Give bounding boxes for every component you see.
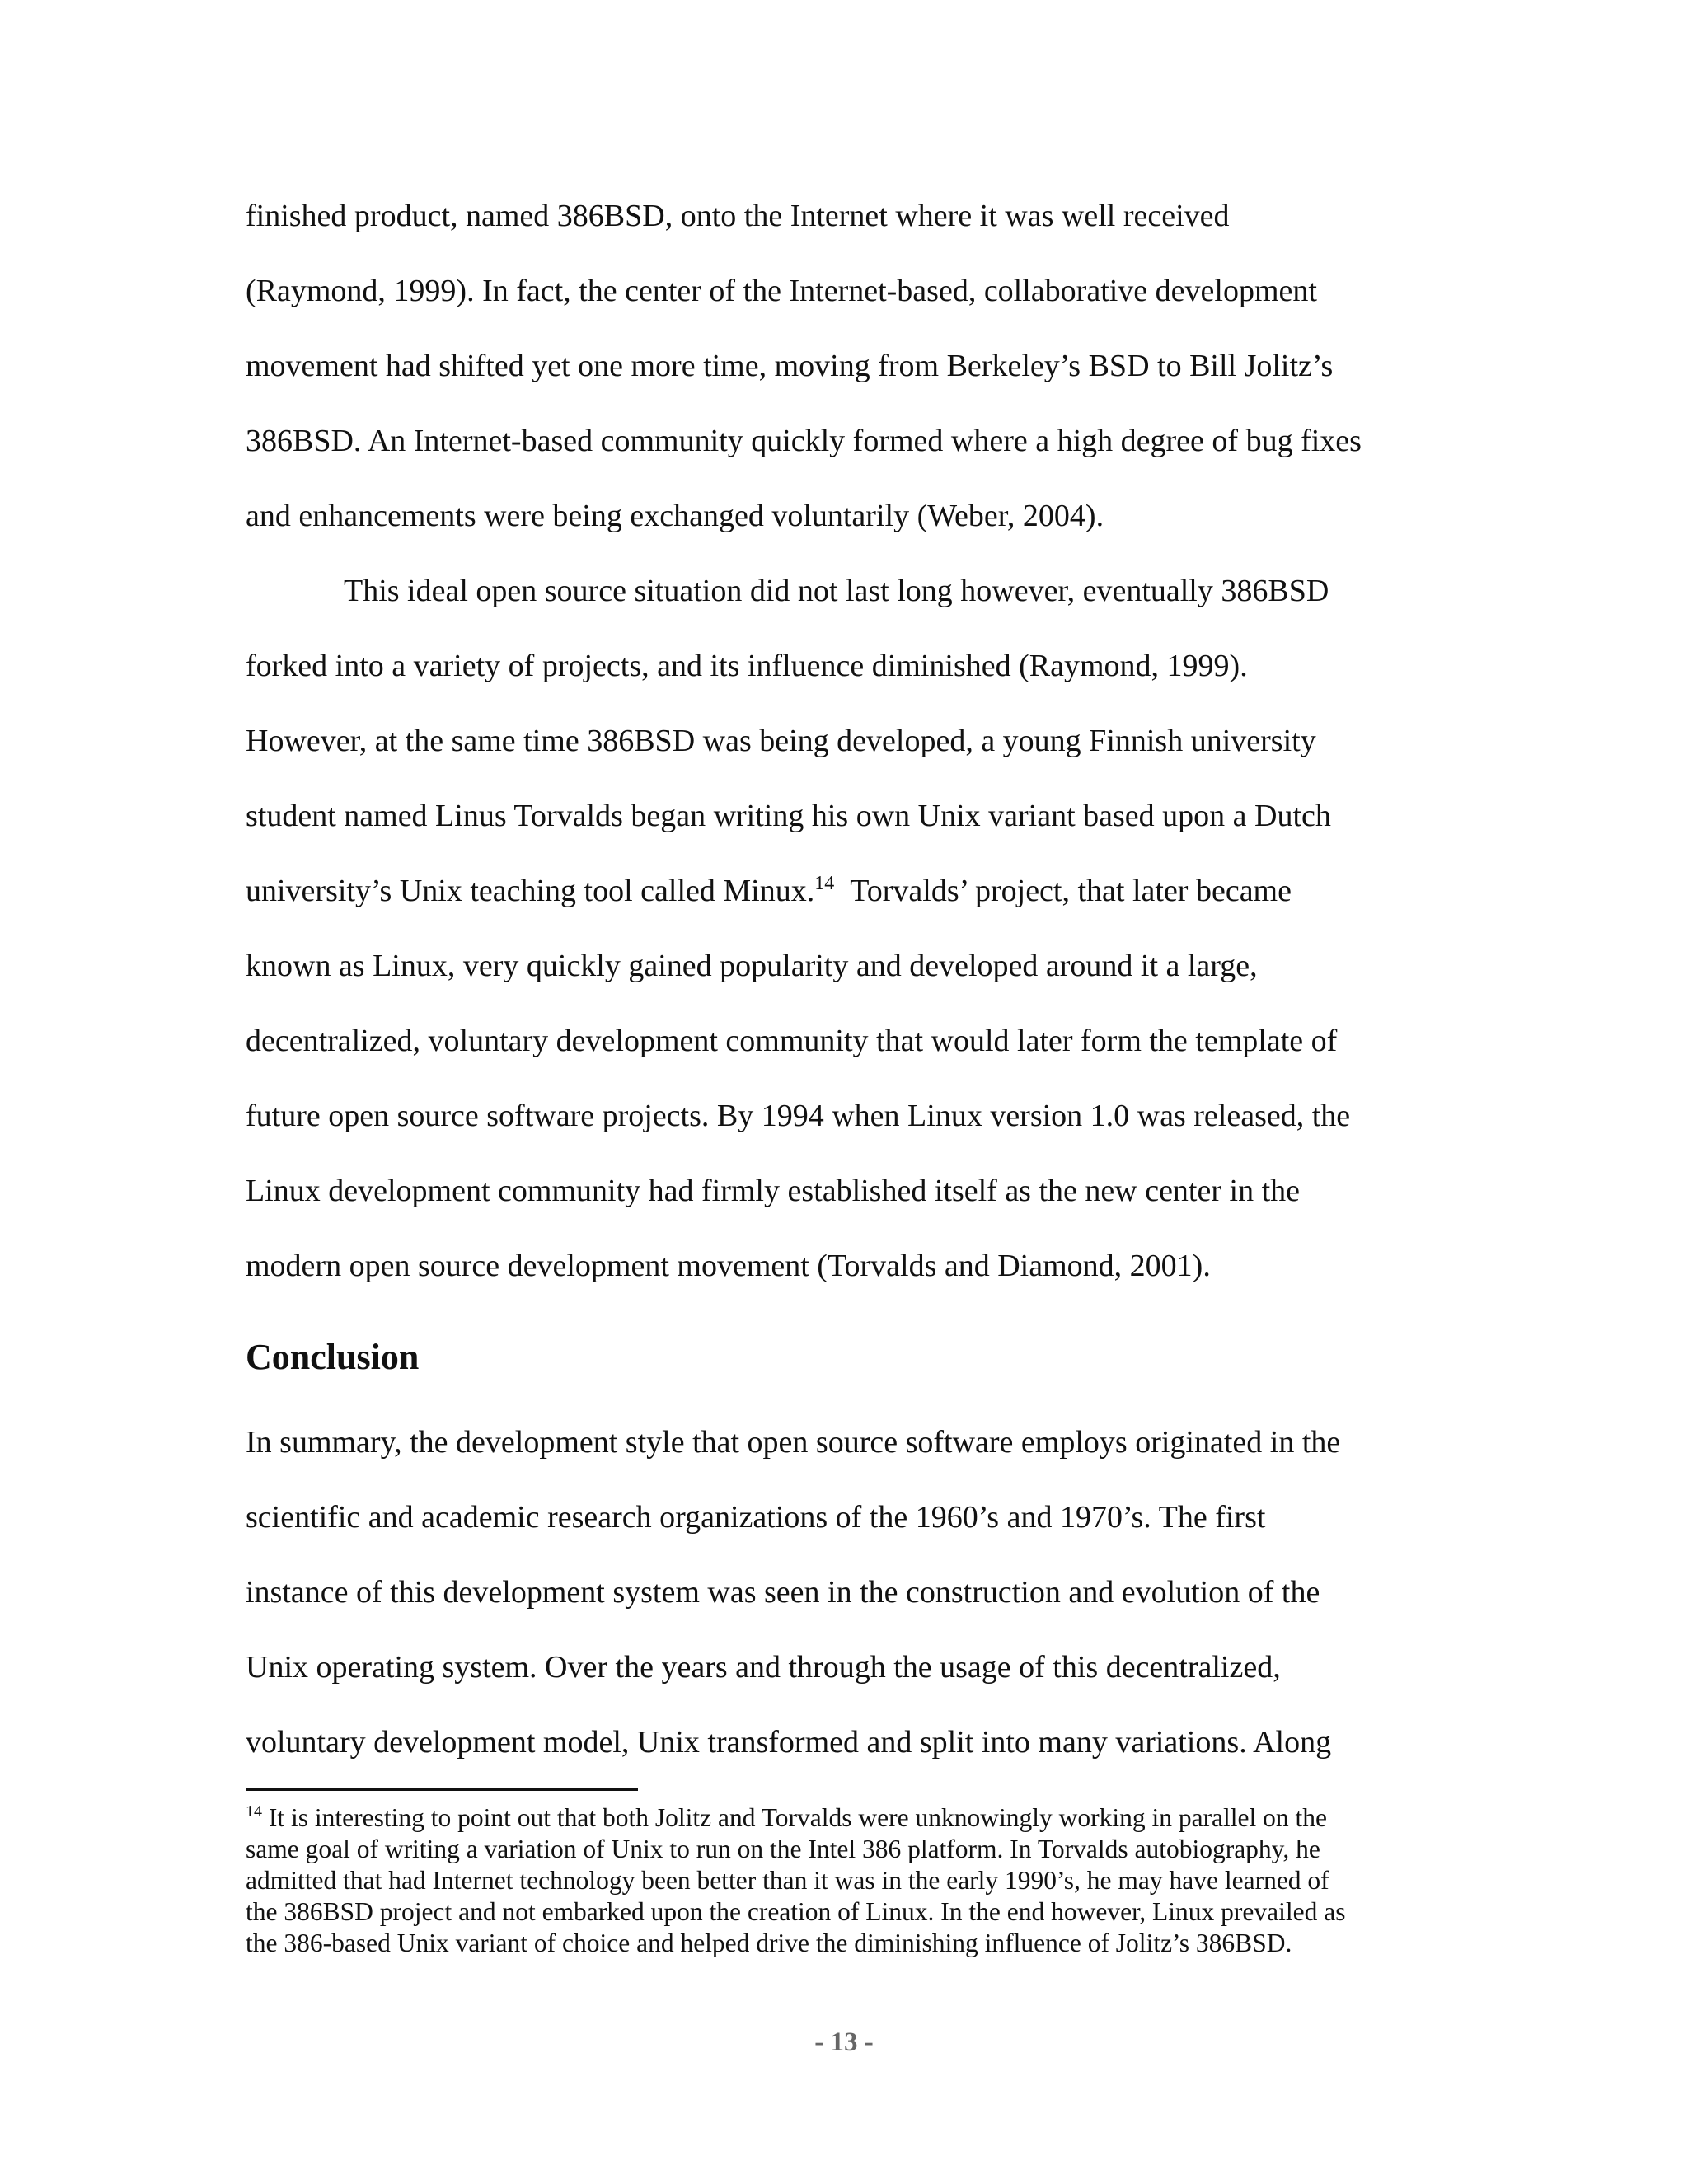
body-line: and enhancements were being exchanged voluntarily (Weber, 2004). (246, 499, 1104, 533)
body-line: 386BSD. An Internet-based community quickly formed where a high degree of bug fixes (246, 424, 1362, 458)
section-heading: Conclusion (246, 1337, 420, 1377)
footnote-line (246, 1803, 1327, 1833)
body-line: modern open source development movement (Torvalds and Diamond, 2001). (246, 1249, 1211, 1283)
body-line: Linux development community had firmly established itself as the new center in the (246, 1174, 1300, 1208)
body-line: However, at the same time 386BSD was being developed, a young Finnish university (246, 724, 1316, 758)
body-line (246, 873, 1292, 909)
conclusion-line: In summary, the development style that open source software employs originated in the (246, 1425, 1341, 1460)
footnote-line: the 386-based Unix variant of choice and helped drive the diminishing influence of Jolitz’s 386BSD. (246, 1929, 1292, 1957)
body-line: known as Linux, very quickly gained popularity and developed around it a large, (246, 949, 1258, 983)
footnote-divider (246, 1788, 638, 1791)
body-line: movement had shifted yet one more time, moving from Berkeley’s BSD to Bill Jolitz’s (246, 349, 1334, 383)
footnote-number: 14 (246, 1802, 262, 1821)
body-line: finished product, named 386BSD, onto the Internet where it was well received (246, 199, 1230, 233)
body-line: forked into a variety of projects, and its influence diminished (Raymond, 1999). (246, 649, 1248, 683)
footnote-text: It is interesting to point out that both Jolitz and Torvalds were unknowingly working in parallel on the (268, 1803, 1328, 1832)
conclusion-line: instance of this development system was seen in the construction and evolution of the (246, 1575, 1320, 1610)
conclusion-line: voluntary development model, Unix transformed and split into many variations. Along (246, 1725, 1332, 1760)
body-line-text: Torvalds’ project, that later became (850, 874, 1292, 908)
footnote-line: same goal of writing a variation of Unix to run on the Intel 386 platform. In Torvalds autobiography, he (246, 1835, 1320, 1863)
body-line: (Raymond, 1999). In fact, the center of the Internet-based, collaborative development (246, 274, 1317, 308)
conclusion-line: Unix operating system. Over the years and through the usage of this decentralized, (246, 1650, 1281, 1685)
body-line: student named Linus Torvalds began writing his own Unix variant based upon a Dutch (246, 799, 1331, 833)
footnote-line: admitted that had Internet technology been better than it was in the early 1990’s, he may have learned of (246, 1866, 1329, 1895)
body-line: decentralized, voluntary development community that would later form the template of (246, 1024, 1338, 1058)
footnote-line: the 386BSD project and not embarked upon the creation of Linux. In the end however, Linux prevailed as (246, 1897, 1346, 1926)
body-line: future open source software projects. By 1994 when Linux version 1.0 was released, the (246, 1099, 1351, 1133)
body-line: This ideal open source situation did not last long however, eventually 386BSD (344, 574, 1329, 608)
page-number: - 13 - (814, 2027, 874, 2057)
footnote-reference[interactable]: 14 (814, 873, 835, 894)
conclusion-line: scientific and academic research organizations of the 1960’s and 1970’s. The first (246, 1500, 1266, 1535)
body-line-text: university’s Unix teaching tool called Minux. (246, 874, 815, 908)
